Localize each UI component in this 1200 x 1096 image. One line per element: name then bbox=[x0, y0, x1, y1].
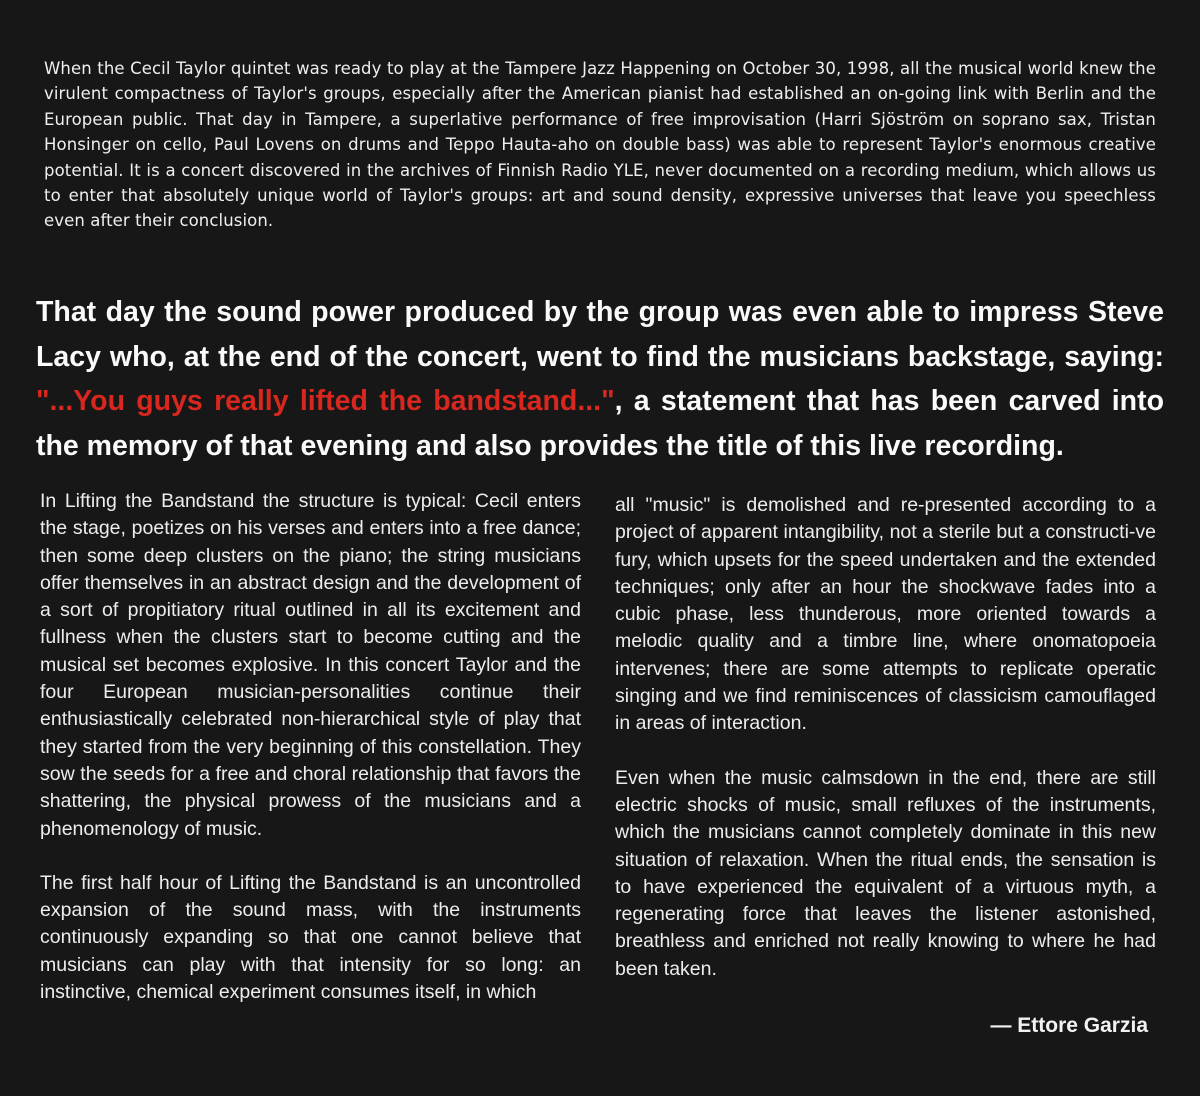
pull-quote-lead: That day the sound power produced by the group was even able to impress Steve Lacy who, at the end of the concert, went to find the musicians backstage, saying: bbox=[36, 296, 1164, 373]
left-column-paragraph-1: In Lifting the Bandstand the structure is typical: Cecil enters the stage, poetizes on his verses and enters into a free dance; then some deep clusters on the piano; the string musicians offer themselves in an abstract design and the development of a sort of propitiatory ritual outlined in all its excitement and fullness when the clusters start to become cutting and the musical set becomes explosive. In this concert Taylor and the four European musician-personalities continue their enthusiastically celebrated non-hierarchical style of play that they started from the very beginning of this constellation. They sow the seeds for a free and choral relationship that favors the shattering, the physical prowess of the musicians and a phenomenology of music. bbox=[40, 490, 581, 840]
right-column bbox=[615, 492, 1156, 983]
pull-quote-tail: , a statement that has been carved into the memory of that evening and also provides the title of this live recording. bbox=[36, 385, 1164, 462]
left-column-paragraph-2: The first half hour of Lifting the Bandstand is an uncontrolled expansion of the sound mass, with the instruments continuously expanding so that one cannot believe that musicians can play with that intensity for so long: an instinctive, chemical experiment consumes itself, in which bbox=[40, 871, 581, 1004]
pull-quote-highlight: "...You guys really lifted the bandstand..." bbox=[36, 385, 615, 417]
author-signature: — Ettore Garzia bbox=[990, 1014, 1148, 1037]
pull-quote bbox=[36, 290, 1164, 468]
left-column bbox=[40, 488, 581, 1006]
right-column-paragraph-2: Even when the music calmsdown in the end, there are still electric shocks of music, small refluxes of the instruments, which the musicians cannot completely dominate in this new situation of relaxation. When the ritual ends, the sensation is to have experienced the equivalent of a virtuous myth, a regenerating force that leaves the listener astonished, breathless and enriched not really knowing to where he had been taken. bbox=[615, 766, 1156, 980]
intro-paragraph: When the Cecil Taylor quintet was ready to play at the Tampere Jazz Happening on October 30, 1998, all the musical world knew the virulent compactness of Taylor's groups, especially after the American pianist had established an on-going link with Berlin and the European public. That day in Tampere, a superlative performance of free improvisation (Harri Sjöström on soprano sax, Tristan Honsinger on cello, Paul Lovens on drums and Teppo Hauta-aho on double bass) was able to represent Taylor's enormous creative potential. It is a concert discovered in the archives of Finnish Radio YLE, never documented on a recording medium, which allows us to enter that absolutely unique world of Taylor's groups: art and sound density, expressive universes that leave you speechless even after their conclusion. bbox=[44, 59, 1156, 231]
right-column-paragraph-1: all "music" is demolished and re-presented according to a project of apparent intangibility, not a sterile but a constructi-ve fury, which upsets for the speed undertaken and the extended techniques; only after an hour the shockwave fades into a cubic phase, less thunderous, more oriented towards a melodic quality and a timbre line, where onomatopoeia intervenes; there are some attempts to replicate operatic singing and we find reminiscences of classicism camouflaged in areas of interaction. bbox=[615, 494, 1156, 735]
